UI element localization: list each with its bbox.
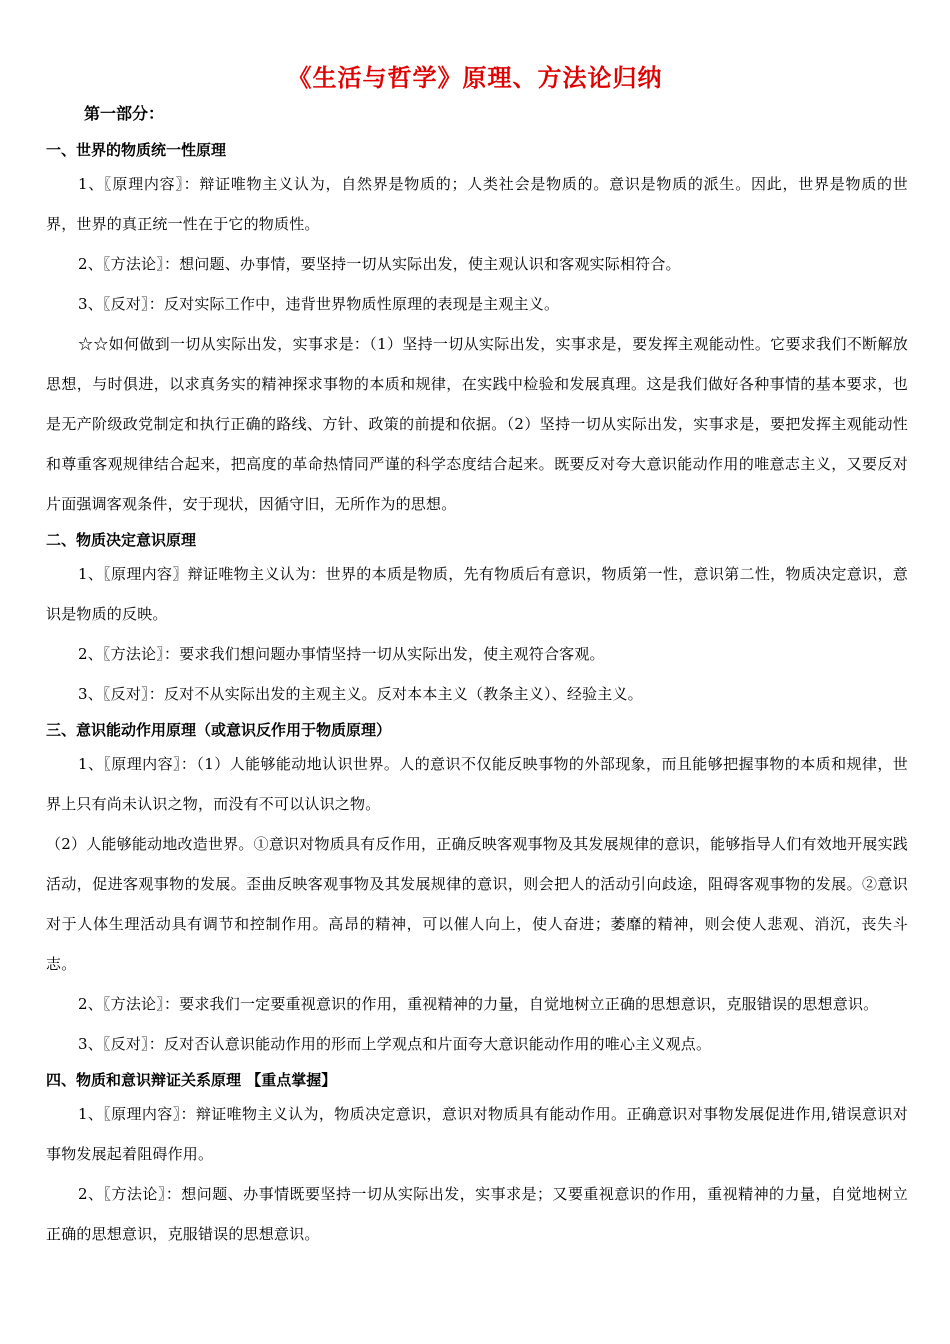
paragraph: 1、〖原理内容〗：（1）人能够能动地认识世界。人的意识不仅能反映事物的外部现象，而且能够把握事物的本质和规律，世界上只有尚未认识之物，而没有不可以认识之物。 [46, 755, 908, 813]
section-heading: 三、意识能动作用原理（或意识反作用于物质原理） [46, 721, 392, 739]
paragraph: 2、〖方法论〗：要求我们想问题办事情坚持一切从实际出发，使主观符合客观。 [78, 645, 605, 663]
section-heading: 一、世界的物质统一性原理 [46, 141, 227, 159]
paragraph: 2、〖方法论〗：想问题、办事情，要坚持一切从实际出发，使主观认识和客观实际相符合。 [78, 255, 681, 273]
paragraph: 3、〖反对〗：反对否认意识能动作用的形而上学观点和片面夸大意识能动作用的唯心主义观点。 [78, 1035, 712, 1053]
section-2 [46, 526, 908, 714]
paragraph: 3、〖反对〗：反对不从实际出发的主观主义。反对本本主义（教条主义）、经验主义。 [78, 685, 643, 703]
paragraph: 1、〖原理内容〗：辩证唯物主义认为，物质决定意识，意识对物质具有能动作用。正确意识对事物发展促进作用,错误意识对事物发展起着阻碍作用。 [46, 1105, 908, 1163]
section-heading: 二、物质决定意识原理 [46, 531, 197, 549]
paragraph: 1、〖原理内容〗辩证唯物主义认为：世界的本质是物质，先有物质后有意识，物质第一性，意识第二性，物质决定意识，意识是物质的反映。 [46, 565, 908, 623]
paragraph: （2）人能够能动地改造世界。①意识对物质具有反作用，正确反映客观事物及其发展规律的意识，能够指导人们有效地开展实践活动，促进客观事物的发展。歪曲反映客观事物及其发展规律的意识，则会把人的活动引向歧途，阻碍客观事物的发展。②意识对于人体生理活动具有调节和控制作用。高昂的精神，可以催人向上，使人奋进；萎靡的精神，则会使人悲观、消沉，丧失斗志。 [46, 835, 908, 973]
section-1 [46, 136, 908, 524]
paragraph: ☆☆如何做到一切从实际出发，实事求是：（1）坚持一切从实际出发，实事求是，要发挥主观能动性。它要求我们不断解放思想，与时俱进，以求真务实的精神探求事物的本质和规律，在实践中检验和发展真理。这是我们做好各种事情的基本要求，也是无产阶级政党制定和执行正确的路线、方针、政策的前提和依据。（2）坚持一切从实际出发，实事求是，要把发挥主观能动性和尊重客观规律结合起来，把高度的革命热情同严谨的科学态度结合起来。既要反对夸大意识能动作用的唯意志主义，又要反对片面强调客观条件，安于现状，因循守旧，无所作为的思想。 [46, 335, 908, 513]
paragraph: 1、〖原理内容〗：辩证唯物主义认为，自然界是物质的；人类社会是物质的。意识是物质的派生。因此，世界是物质的世界，世界的真正统一性在于它的物质性。 [46, 175, 908, 233]
section-3 [46, 716, 908, 1064]
paragraph: 3、〖反对〗：反对实际工作中，违背世界物质性原理的表现是主观主义。 [78, 295, 560, 313]
document-title: 《生活与哲学》原理、方法论归纳 [287, 64, 663, 92]
document-body [46, 136, 908, 1254]
section-heading: 四、物质和意识辩证关系原理 【重点掌握】 [46, 1071, 337, 1089]
part-label: 第一部分： [84, 104, 165, 123]
section-4 [46, 1066, 908, 1254]
paragraph: 2、〖方法论〗：要求我们一定要重视意识的作用，重视精神的力量，自觉地树立正确的思想意识，克服错误的思想意识。 [78, 995, 879, 1013]
paragraph: 2、〖方法论〗：想问题、办事情既要坚持一切从实际出发，实事求是；又要重视意识的作用，重视精神的力量，自觉地树立正确的思想意识，克服错误的思想意识。 [46, 1185, 908, 1243]
